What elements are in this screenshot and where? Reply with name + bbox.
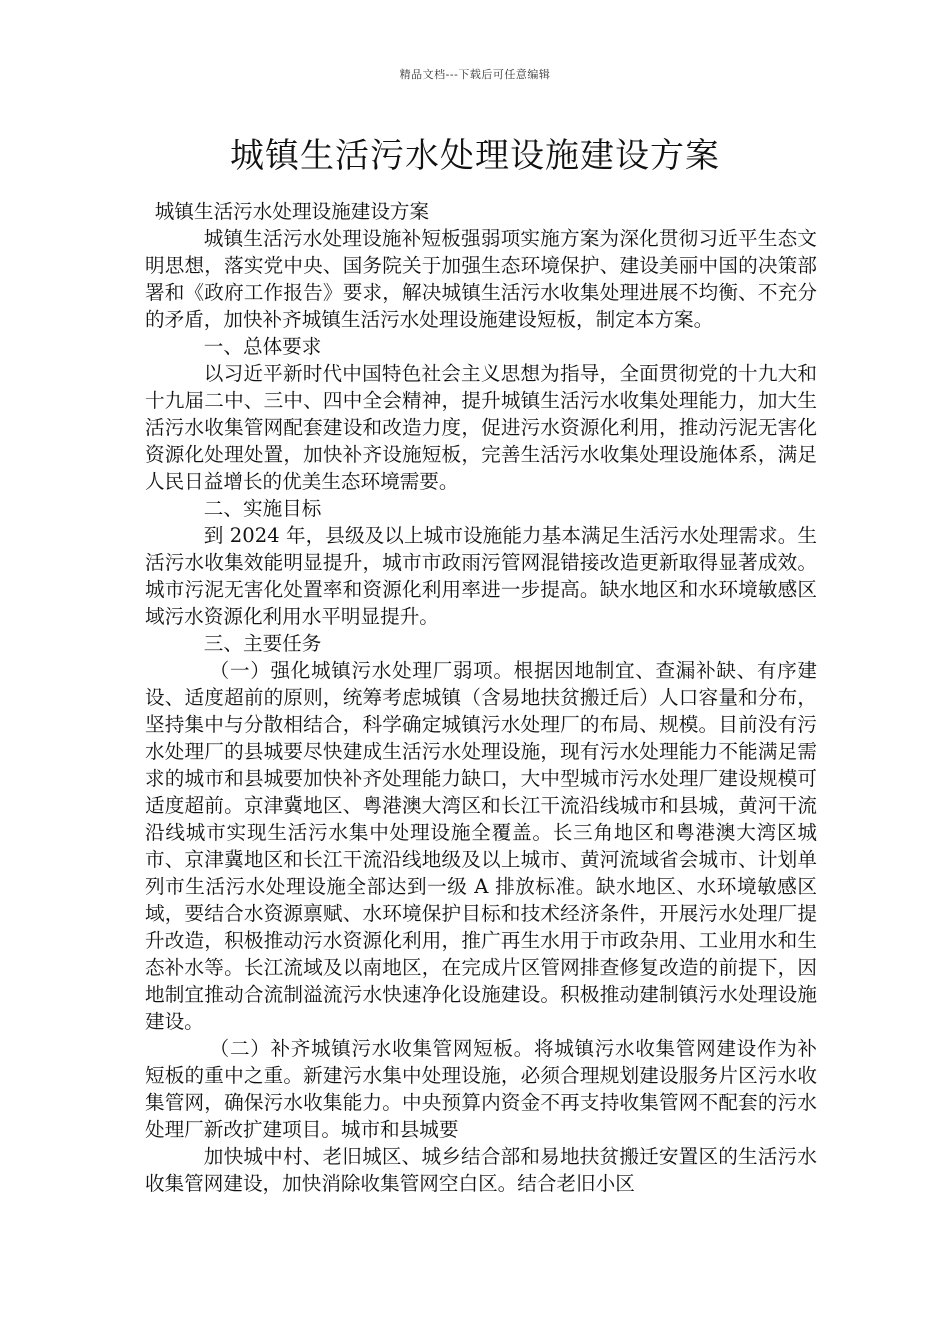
document-body xyxy=(145,198,817,1197)
section-heading-general-requirements: 一、总体要求 xyxy=(203,335,322,358)
section-heading-main-tasks: 三、主要任务 xyxy=(203,632,322,655)
section-heading-targets: 二、实施目标 xyxy=(203,497,322,520)
task-2-continuation-paragraph: 加快城中村、老旧城区、城乡结合部和易地扶贫搬迁安置区的生活污水收集管网建设，加快消除收集管网空白区。结合老旧小区 xyxy=(145,1145,817,1195)
header-note: 精品文档---下载后可任意编辑 xyxy=(399,68,551,81)
task-1-paragraph: （一）强化城镇污水处理厂弱项。根据因地制宜、查漏补缺、有序建设、适度超前的原则，统筹考虑城镇（含易地扶贫搬迁后）人口容量和分布，坚持集中与分散相结合，科学确定城镇污水处理厂的布局、规模。目前没有污水处理厂的县城要尽快建成生活污水处理设施，现有污水处理能力不能满足需求的城市和县城要加快补齐处理能力缺口，大中型城市污水处理厂建设规模可适度超前。京津冀地区、粤港澳大湾区和长江干流沿线城市和县城，黄河干流沿线城市实现生活污水集中处理设施全覆盖。长三角地区和粤港澳大湾区城市、京津冀地区和长江干流沿线地级及以上城市、黄河流域省会城市、计划单列市生活污水处理设施全部达到一级 A 排放标准。缺水地区、水环境敏感区域，要结合水资源禀赋、水环境保护目标和技术经济条件，开展污水处理厂提升改造，积极推动污水资源化利用，推广再生水用于市政杂用、工业用水和生态补水等。长江流域及以南地区，在完成片区管网排查修复改造的前提下，因地制宜推动合流制溢流污水快速净化设施建设。积极推动建制镇污水处理设施建设。 xyxy=(145,659,817,1033)
general-requirements-paragraph: 以习近平新时代中国特色社会主义思想为指导，全面贯彻党的十九大和十九届二中、三中、四中全会精神，提升城镇生活污水收集处理能力，加大生活污水收集管网配套建设和改造力度，促进污水资源化利用，推动污泥无害化资源化处理处置，加快补齐设施短板，完善生活污水收集处理设施体系，满足人民日益增长的优美生态环境需要。 xyxy=(145,362,817,493)
document-title: 城镇生活污水处理设施建设方案 xyxy=(230,136,720,176)
targets-paragraph: 到 2024 年，县级及以上城市设施能力基本满足生活污水处理需求。生活污水收集效能明显提升，城市市政雨污管网混错接改造更新取得显著成效。城市污泥无害化处置率和资源化利用率进一步提高。缺水地区和水环境敏感区域污水资源化利用水平明显提升。 xyxy=(145,524,817,628)
task-2-paragraph: （二）补齐城镇污水收集管网短板。将城镇污水收集管网建设作为补短板的重中之重。新建污水集中处理设施，必须合理规划建设服务片区污水收集管网，确保污水收集能力。中央预算内资金不再支持收集管网不配套的污水处理厂新改扩建项目。城市和县城要 xyxy=(145,1037,817,1141)
intro-paragraph: 城镇生活污水处理设施补短板强弱项实施方案为深化贯彻习近平生态文明思想，落实党中央、国务院关于加强生态环境保护、建设美丽中国的决策部署和《政府工作报告》要求，解决城镇生活污水收集处理进展不均衡、不充分的矛盾，加快补齐城镇生活污水处理设施建设短板，制定本方案。 xyxy=(145,227,817,331)
document-subtitle: 城镇生活污水处理设施建设方案 xyxy=(154,200,430,223)
